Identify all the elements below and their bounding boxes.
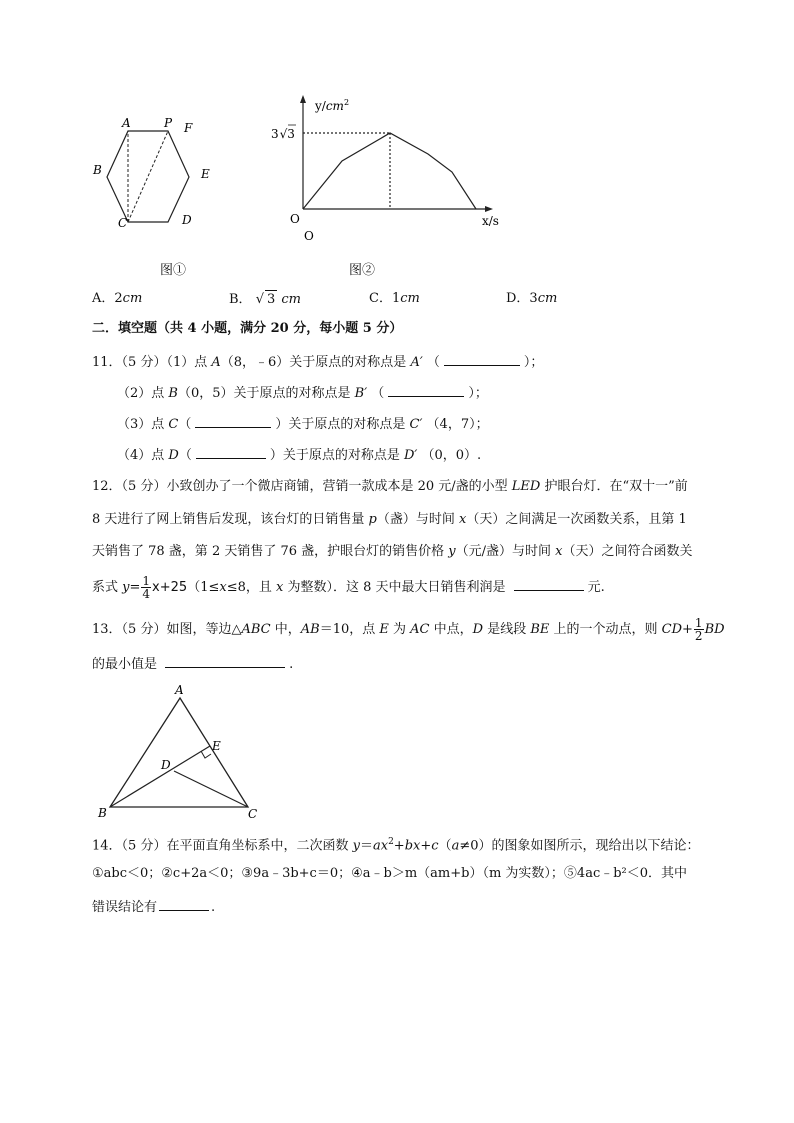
x-axis-label: x/s bbox=[482, 214, 499, 228]
q11-part2: （2）点 B（0，5）关于原点的对称点是 B′ （ ）； bbox=[117, 383, 488, 403]
q12-blank[interactable] bbox=[514, 577, 584, 591]
q14-line2: ①abc＜0；②c+2a＜0；③9a﹣3b+c＝0；④a﹣b＞m（am+b）（m 为实数）；⑤4ac﹣b²＜0．其中 bbox=[92, 866, 688, 881]
y-axis-arrow bbox=[300, 95, 306, 103]
origin-label-2: O bbox=[304, 229, 314, 242]
q11-part3: （3）点 C（ ）关于原点的对称点是 C′ （4，7）； bbox=[117, 414, 489, 434]
option-b: B． √ 3 cm bbox=[229, 292, 302, 307]
q14-line3: 错误结论有 . bbox=[92, 897, 215, 917]
hexagon-shape bbox=[107, 131, 189, 222]
q12-fraction: $\frac{1}{4}$ bbox=[142, 574, 151, 601]
figure-graph bbox=[262, 92, 512, 242]
tri-label-c: C bbox=[248, 807, 258, 820]
q12-line2: 8 天进行了网上销售后发现，该台灯的日销售量 p（盏）与时间 x（天）之间满足一次函数关系，且第 1 bbox=[92, 512, 687, 527]
label-p: P bbox=[164, 116, 173, 130]
segment-cp bbox=[128, 131, 168, 222]
label-d: D bbox=[182, 213, 192, 227]
q14-line1: 14．（5 分）在平面直角坐标系中，二次函数 $y=ax^2+bx+c(a\ne 0)$的图象如图所示，现给出以下结论： bbox=[92, 837, 700, 854]
triangle-abc bbox=[110, 698, 248, 807]
figure2-caption: 图② bbox=[349, 263, 376, 278]
figure-hexagon bbox=[88, 110, 228, 235]
q12-line1: 12．（5 分）小致创办了一个微店商铺，营销一款成本是 20 元/盏的小型 LED 护眼台灯．在“双十一”前 bbox=[92, 479, 688, 494]
option-a: A．2cm bbox=[92, 291, 143, 306]
x-axis-arrow bbox=[485, 206, 493, 212]
figure-triangle bbox=[90, 680, 270, 820]
tri-label-d: D bbox=[161, 758, 171, 772]
q13-line1: 13．（5 分）如图，等边△ABC 中，AB＝10，点 E 为 AC 中点，D 是线段 BE 上的一个动点，则 CD+ $\frac{1}{2}$ BD bbox=[92, 616, 725, 643]
right-angle-mark bbox=[201, 751, 211, 758]
q11-blank-2[interactable] bbox=[388, 383, 464, 397]
section-title: 二．填空题（共 4 小题，满分 20 分，每小题 5 分） bbox=[92, 321, 403, 336]
q11-blank-4[interactable] bbox=[196, 445, 266, 459]
option-d: D．3cm bbox=[506, 291, 558, 306]
q12-line3: 天销售了 78 盏，第 2 天销售了 76 盏，护眼台灯的销售价格 y（元/盏）与时间 x（天）之间符合函数关 bbox=[92, 544, 693, 559]
segment-be bbox=[110, 746, 210, 807]
figure1-caption: 图① bbox=[160, 263, 187, 278]
q12-line4: 系式 y= $\frac{1}{4}$ x+25（1≤x≤8，且 x 为整数）．这 8 天中最大日销售利润是 元. bbox=[92, 574, 605, 601]
tri-label-a: A bbox=[175, 683, 184, 697]
tri-label-e: E bbox=[212, 739, 221, 753]
label-c: C bbox=[118, 216, 128, 230]
option-c: C．1cm bbox=[369, 291, 420, 306]
tri-label-b: B bbox=[98, 806, 107, 820]
q14-blank[interactable] bbox=[159, 897, 209, 911]
origin-label-1: O bbox=[290, 212, 300, 226]
q13-line2: 的最小值是 . bbox=[92, 654, 293, 674]
y-peak-value: 3√3 bbox=[271, 127, 295, 141]
y-axis-label: $y/cm^2$ bbox=[315, 98, 350, 113]
q11-blank-3[interactable] bbox=[195, 414, 271, 428]
q13-blank[interactable] bbox=[165, 654, 285, 668]
q11-part4: （4）点 D（ ）关于原点的对称点是 D′ （0，0）. bbox=[117, 445, 481, 465]
label-a: A bbox=[122, 116, 131, 130]
q13-fraction: $\frac{1}{2}$ bbox=[694, 616, 703, 643]
q11-part1: 11．（5 分）（1）点 A（8，﹣6）关于原点的对称点是 A′ （ ）； bbox=[92, 352, 543, 372]
label-b: B bbox=[93, 163, 102, 177]
q11-blank-1[interactable] bbox=[444, 352, 520, 366]
label-f: F bbox=[184, 121, 193, 135]
label-e: E bbox=[201, 167, 210, 181]
